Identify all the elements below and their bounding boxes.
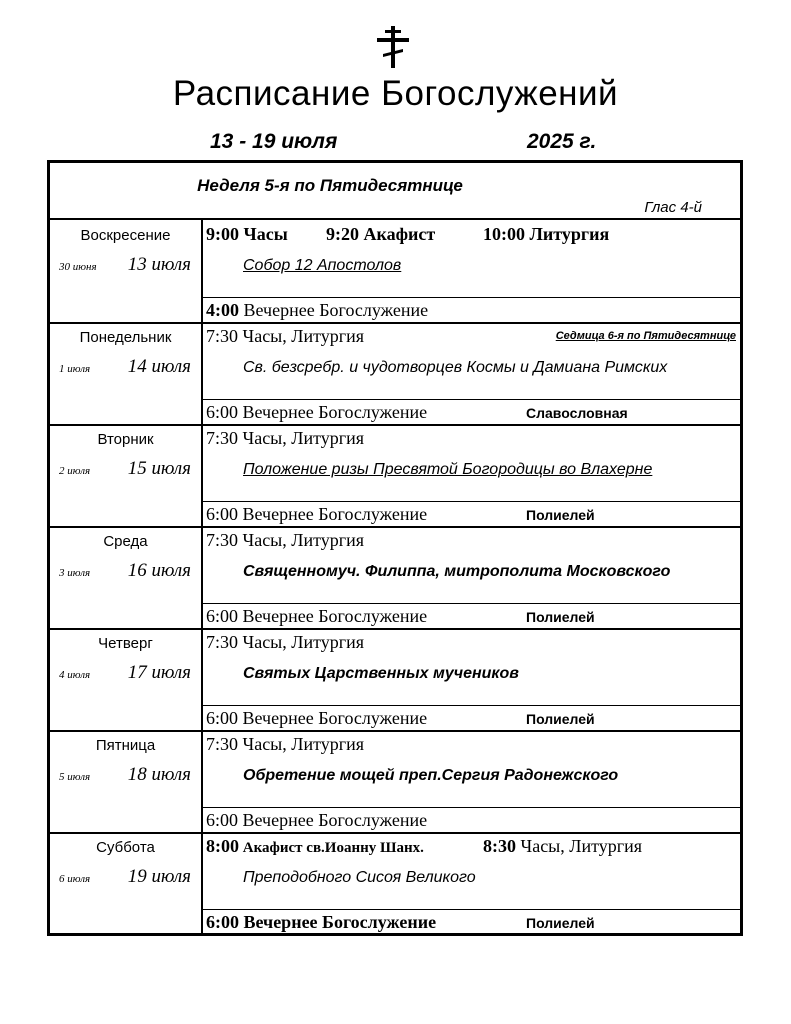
- old-style-date: 4 июля: [59, 669, 91, 681]
- day-cell: [50, 220, 203, 322]
- feast-name: Святых Царственных мучеников: [243, 665, 519, 682]
- day-cell: [50, 730, 203, 832]
- liturgy-time: 8:30: [483, 836, 516, 856]
- day-name: Суббота: [96, 839, 155, 856]
- morning-service: 7:30 Часы, Литургия: [206, 734, 365, 754]
- week-header: [50, 163, 740, 220]
- old-style-date: 2 июля: [59, 465, 91, 477]
- morning-service: 7:30 Часы, Литургия: [206, 632, 365, 652]
- new-style-date: 19 июля: [127, 866, 191, 887]
- day-name: Вторник: [97, 431, 154, 448]
- evening-note: Полиелей: [526, 711, 595, 727]
- evening-row: [203, 501, 740, 526]
- day-row-friday: [50, 730, 740, 834]
- feast-name: Положение ризы Пресвятой Богородицы во Влахерне: [243, 461, 653, 478]
- tone: Глас 4-й: [644, 199, 702, 216]
- evening-note: Славословная: [526, 405, 628, 421]
- services-cell: [203, 730, 740, 832]
- feast-name: Собор 12 Апостолов: [243, 257, 402, 274]
- orthodox-cross-icon: [376, 26, 410, 68]
- day-name: Пятница: [95, 737, 156, 754]
- new-style-date: 15 июля: [127, 458, 191, 479]
- feast-name: Св. безсребр. и чудотворцев Космы и Дамиана Римских: [243, 359, 668, 376]
- day-cell: [50, 832, 203, 934]
- day-row-wednesday: [50, 526, 740, 630]
- services-cell: [203, 526, 740, 628]
- year: 2025 г.: [527, 130, 597, 153]
- old-style-date: 5 июля: [59, 771, 91, 783]
- new-style-date: 14 июля: [127, 356, 191, 377]
- day-cell: [50, 424, 203, 526]
- akathist-text: Акафист св.Иоанну Шанх.: [239, 840, 424, 856]
- day-row-sunday: [50, 220, 740, 324]
- new-style-date: 16 июля: [127, 560, 191, 581]
- morning-service: 7:30 Часы, Литургия: [206, 530, 365, 550]
- week-note: Седмица 6-я по Пятидесятнице: [555, 330, 736, 342]
- day-row-thursday: [50, 628, 740, 732]
- week-title: Неделя 5-я по Пятидесятнице: [197, 176, 463, 195]
- feast-name: Священномуч. Филиппа, митрополита Московского: [243, 563, 671, 580]
- day-row-monday: [50, 322, 740, 426]
- evening-note: Полиелей: [526, 915, 595, 931]
- evening-row: [203, 705, 740, 730]
- feast-name: Преподобного Сисоя Великого: [243, 869, 476, 886]
- evening-time: 4:00: [206, 300, 239, 320]
- old-style-date: 1 июля: [59, 363, 91, 375]
- day-cell: [50, 526, 203, 628]
- new-style-date: 18 июля: [127, 764, 191, 785]
- schedule-table: [47, 160, 743, 936]
- old-style-date: 3 июля: [59, 567, 91, 579]
- evening-service: 6:00 Вечернее Богослужение: [206, 708, 428, 728]
- evening-service: 6:00 Вечернее Богослужение: [206, 810, 428, 830]
- day-name: Понедельник: [79, 329, 172, 346]
- day-row-saturday: [50, 832, 740, 934]
- services-cell: [203, 628, 740, 730]
- evening-service: 6:00 Вечернее Богослужение: [206, 912, 437, 932]
- old-style-date: 30 июня: [59, 261, 97, 273]
- evening-note: Полиелей: [526, 507, 595, 523]
- evening-text: Вечернее Богослужение: [239, 300, 429, 320]
- day-name: Четверг: [98, 635, 153, 652]
- new-style-date: 13 июля: [127, 254, 191, 275]
- day-cell: [50, 628, 203, 730]
- evening-note: Полиелей: [526, 609, 595, 625]
- day-name: Среда: [103, 533, 148, 550]
- evening-row: [203, 399, 740, 424]
- day-row-tuesday: [50, 424, 740, 528]
- evening-service: 6:00 Вечернее Богослужение: [206, 504, 428, 524]
- page-title: Расписание Богослужений: [172, 74, 619, 113]
- service-hours: 9:00 Часы: [206, 224, 288, 244]
- day-cell: [50, 322, 203, 424]
- services-cell: [203, 220, 740, 322]
- old-style-date: 6 июля: [59, 873, 91, 885]
- liturgy-text: Часы, Литургия: [516, 836, 643, 856]
- services-cell: [203, 322, 740, 424]
- akathist-service: [206, 836, 424, 857]
- evening-row: [203, 603, 740, 628]
- evening-row: [203, 297, 740, 322]
- service-liturgy: 10:00 Литургия: [483, 224, 610, 244]
- day-name: Воскресение: [80, 227, 171, 244]
- service-akathist: 9:20 Акафист: [326, 224, 436, 244]
- evening-service: 6:00 Вечернее Богослужение: [206, 606, 428, 626]
- liturgy-service: [483, 836, 642, 857]
- akathist-time: 8:00: [206, 836, 239, 856]
- evening-service: [206, 300, 428, 321]
- feast-name: Обретение мощей преп.Сергия Радонежского: [243, 767, 619, 784]
- evening-row: [203, 909, 740, 934]
- date-range: 13 - 19 июля: [210, 130, 338, 153]
- evening-row: [203, 807, 740, 832]
- services-cell: [203, 424, 740, 526]
- evening-service: 6:00 Вечернее Богослужение: [206, 402, 428, 422]
- services-cell: [203, 832, 740, 934]
- new-style-date: 17 июля: [127, 662, 191, 683]
- morning-service: 7:30 Часы, Литургия: [206, 428, 365, 448]
- morning-service: 7:30 Часы, Литургия: [206, 326, 365, 346]
